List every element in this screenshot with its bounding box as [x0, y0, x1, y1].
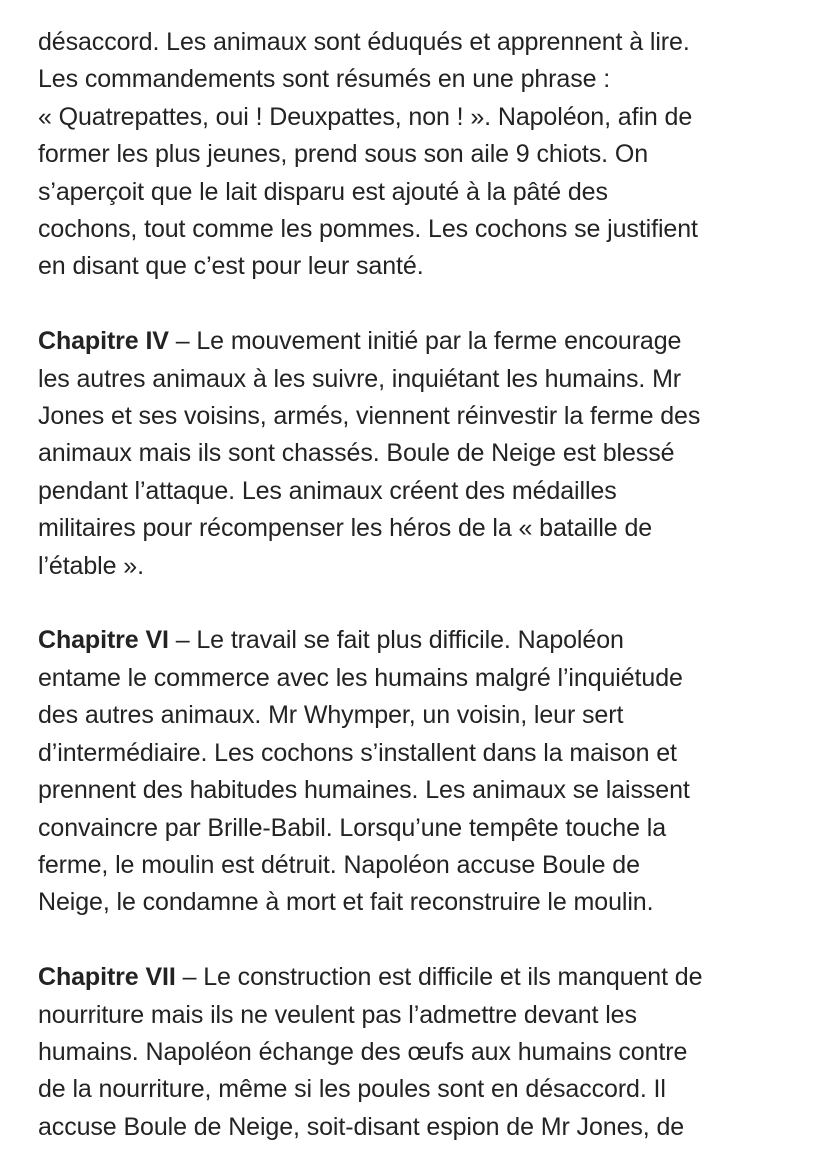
text-line: des autres animaux. Mr Whymper, un voisin, leur sert [38, 701, 624, 730]
text-run: – Le travail se fait plus difficile. Napoléon [168, 626, 624, 655]
text-line: militaires pour récompenser les héros de la « bataille de [38, 514, 653, 543]
text-line: les autres animaux à les suivre, inquiétant les humains. Mr [38, 364, 682, 393]
text-line: « Quatrepattes, oui ! Deuxpattes, non ! ». Napoléon, afin de [38, 102, 693, 131]
text-run: – Le construction est difficile et ils manquent de [175, 963, 703, 992]
text-line-first [38, 323, 790, 360]
paragraph-spacer [38, 922, 790, 959]
text-line: animaux mais ils sont chassés. Boule de Neige est blessé [38, 439, 675, 468]
text-line-first [38, 622, 790, 659]
text-line: Neige, le condamne à mort et fait reconstruire le moulin. [38, 888, 654, 917]
text-line: de la nourriture, même si les poules sont en désaccord. Il [38, 1075, 666, 1104]
text-line: former les plus jeunes, prend sous son aile 9 chiots. On [38, 140, 649, 169]
text-line: en disant que c’est pour leur santé. [38, 252, 424, 281]
text-line: Jones et ses voisins, armés, viennent réinvestir la ferme des [38, 402, 701, 431]
text-line: ferme, le moulin est détruit. Napoléon accuse Boule de [38, 850, 640, 879]
text-line: accuse Boule de Neige, soit-disant espion de Mr Jones, de [38, 1112, 685, 1141]
text-line: entame le commerce avec les humains malgré l’inquiétude [38, 663, 683, 692]
text-line: cochons, tout comme les pommes. Les cochons se justifient [38, 215, 698, 244]
paragraph-chapitre-iv [38, 323, 790, 585]
text-run: – Le mouvement initié par la ferme encourage [168, 327, 682, 356]
text-line: nourriture mais ils ne veulent pas l’admettre devant les [38, 1000, 637, 1029]
text-line: convaincre par Brille-Babil. Lorsqu’une tempête touche la [38, 813, 666, 842]
text-line: d’intermédiaire. Les cochons s’installent dans la maison et [38, 738, 677, 767]
text-line-first [38, 959, 790, 996]
paragraph-chapitre-vii [38, 959, 790, 1146]
chapter-heading: Chapitre VI [38, 626, 169, 655]
text-line: prennent des habitudes humaines. Les animaux se laissent [38, 776, 690, 805]
chapter-heading: Chapitre IV [38, 327, 169, 356]
paragraph-chapitre-iii-continued [38, 24, 790, 286]
text-line: désaccord. Les animaux sont éduqués et apprennent à lire. [38, 28, 690, 56]
paragraph-spacer [38, 585, 790, 622]
text-line: l’étable ». [38, 551, 144, 580]
text-line: humains. Napoléon échange des œufs aux humains contre [38, 1037, 688, 1066]
chapter-heading: Chapitre VII [38, 963, 176, 992]
text-line: s’aperçoit que le lait disparu est ajouté à la pâté des [38, 177, 608, 206]
text-line: pendant l’attaque. Les animaux créent des médailles [38, 476, 617, 505]
paragraph-chapitre-vi [38, 622, 790, 921]
paragraph-spacer [38, 286, 790, 323]
text-line: Les commandements sont résumés en une phrase : [38, 65, 611, 94]
